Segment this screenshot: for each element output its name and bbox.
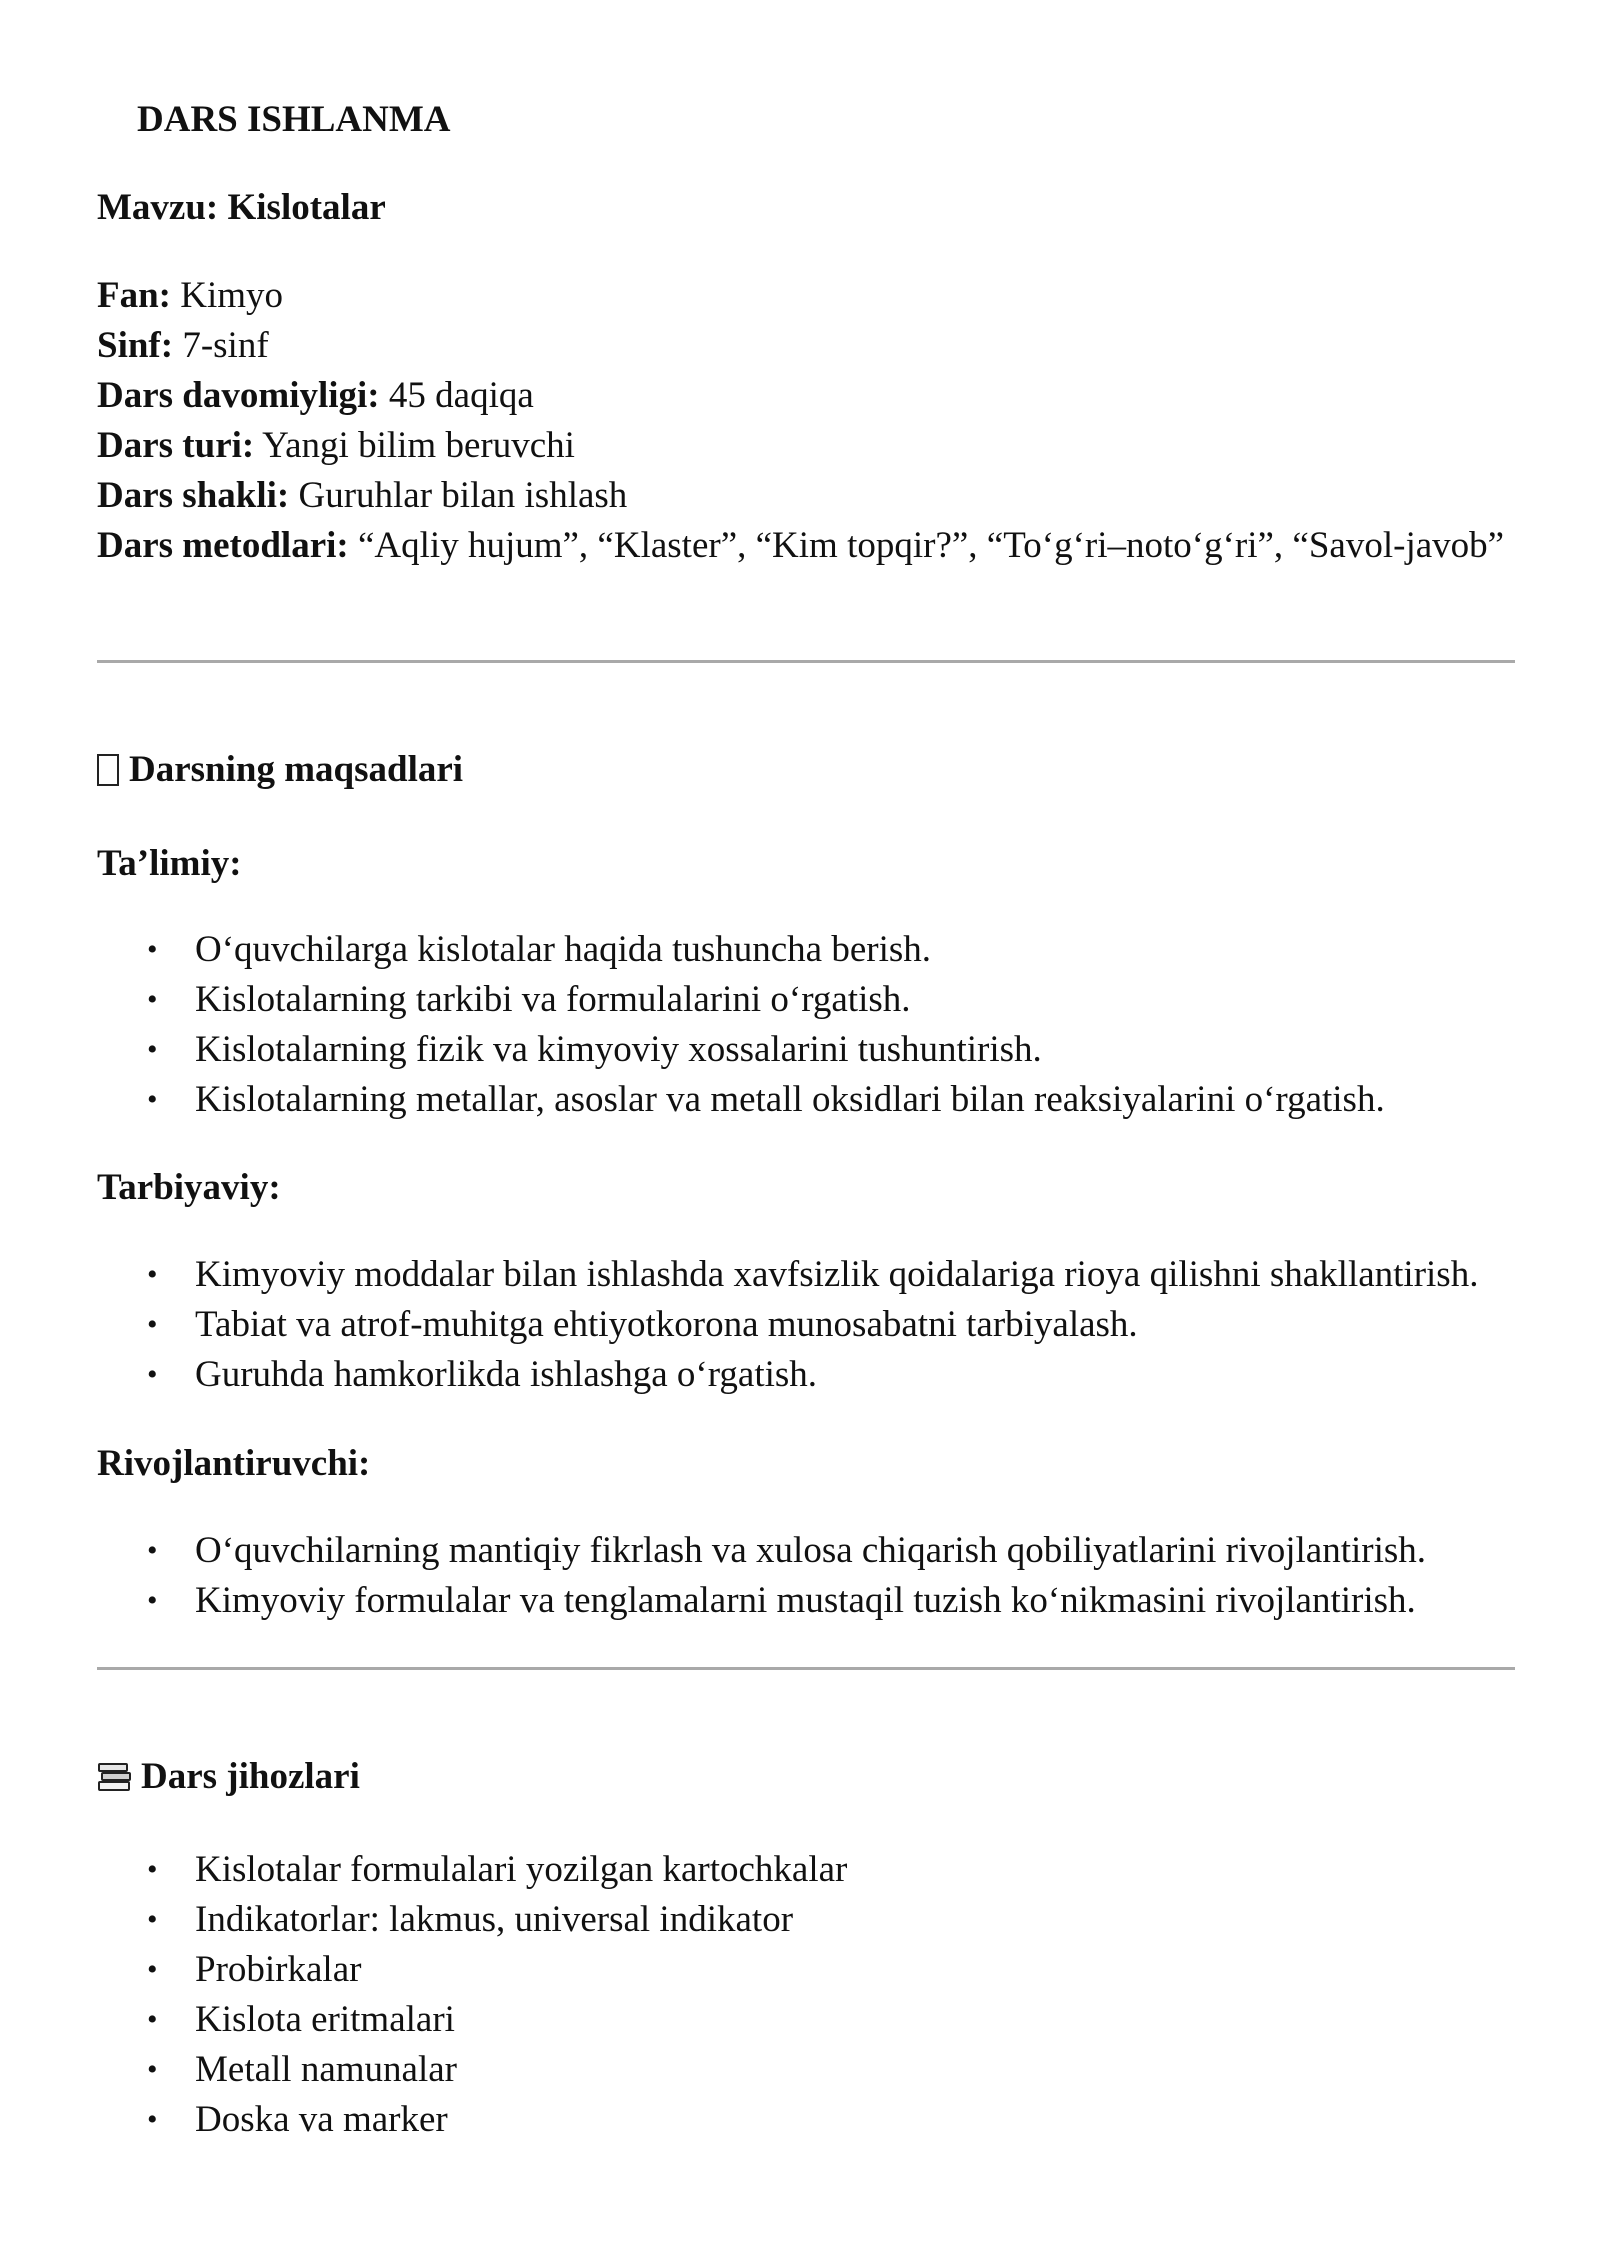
list-item (97, 2045, 1517, 2095)
bullet: • (147, 1853, 158, 1886)
list-item-text: Doska va marker (195, 2099, 448, 2140)
bullet: • (147, 1258, 158, 1291)
bullet: • (147, 1083, 158, 1116)
list-item (97, 1945, 1517, 1995)
topic-value: Kislotalar (227, 187, 386, 228)
meta-label: Fan: (97, 275, 171, 316)
meta-value: “Aqliy hujum”, “Klaster”, “Kim topqir?”, “To‘g‘ri–noto‘g‘ri”, “Savol-javob” (358, 525, 1505, 566)
divider (97, 1667, 1515, 1670)
bullet: • (147, 1308, 158, 1341)
list-item-text: Indikatorlar: lakmus, universal indikator (195, 1899, 794, 1940)
topic-line (97, 184, 386, 232)
bullet: • (147, 983, 158, 1016)
list-item-text: O‘quvchilarning mantiqiy fikrlash va xulosa chiqarish qobiliyatlarini rivojlantirish. (195, 1530, 1427, 1571)
bullet: • (147, 1584, 158, 1617)
meta-label: Dars shakli: (97, 475, 290, 516)
meta-label: Sinf: (97, 325, 174, 366)
bullet: • (147, 2053, 158, 2086)
list-item-text: Guruhda hamkorlikda ishlashga o‘rgatish. (195, 1354, 818, 1395)
list-item (97, 1025, 1517, 1075)
meta-row-duration (97, 371, 1517, 421)
meta-value: 7-sinf (182, 325, 269, 366)
equipment-heading (97, 1753, 360, 1801)
goals-heading (97, 746, 463, 794)
bullet: • (147, 1953, 158, 1986)
list-item-text: Kislota eritmalari (195, 1999, 455, 2040)
list-item-text: Probirkalar (195, 1949, 362, 1990)
meta-row-grade (97, 321, 1517, 371)
list-item-text: O‘quvchilarga kislotalar haqida tushuncha berish. (195, 929, 932, 970)
list-item-text: Kimyoviy formulalar va tenglamalarni mustaqil tuzish ko‘nikmasini rivojlantirish. (195, 1580, 1416, 1621)
meta-label: Dars metodlari: (97, 525, 349, 566)
list-item (97, 1526, 1517, 1576)
meta-value: Yangi bilim beruvchi (262, 425, 575, 466)
meta-label: Dars davomiyligi: (97, 375, 380, 416)
list-item (97, 1075, 1517, 1125)
upbringing-heading: Tarbiyaviy: (97, 1167, 281, 1208)
bullet: • (147, 933, 158, 966)
list-item-text: Kislotalarning tarkibi va formulalarini o‘rgatish. (195, 979, 911, 1020)
document-title: DARS ISHLANMA (137, 99, 451, 140)
list-item (97, 1576, 1517, 1626)
meta-label: Dars turi: (97, 425, 255, 466)
meta-row-type (97, 421, 1517, 471)
list-item-text: Kislotalarning metallar, asoslar va metall oksidlari bilan reaksiyalarini o‘rgatish. (195, 1079, 1385, 1120)
meta-value: Kimyo (180, 275, 284, 316)
bullet: • (147, 2103, 158, 2136)
meta-value: Guruhlar bilan ishlash (298, 475, 628, 516)
lesson-meta (97, 271, 1517, 571)
equipment-list (97, 1845, 1517, 2145)
missing-glyph-icon (97, 754, 119, 786)
list-item (97, 1995, 1517, 2045)
bullet: • (147, 2003, 158, 2036)
bullet: • (147, 1903, 158, 1936)
educational-heading: Ta’limiy: (97, 843, 242, 884)
meta-value: 45 daqiqa (388, 375, 534, 416)
list-item-text: Metall namunalar (195, 2049, 457, 2090)
bullet: • (147, 1534, 158, 1567)
equipment-heading-text: Dars jihozlari (141, 1756, 360, 1797)
list-item (97, 925, 1517, 975)
bullet: • (147, 1358, 158, 1391)
list-item-text: Kislotalar formulalari yozilgan kartochkalar (195, 1849, 848, 1890)
list-item (97, 1845, 1517, 1895)
books-icon (97, 1757, 133, 1787)
list-item (97, 1350, 1517, 1400)
bullet: • (147, 1033, 158, 1066)
list-item (97, 2095, 1517, 2145)
list-item-text: Kislotalarning fizik va kimyoviy xossalarini tushuntirish. (195, 1029, 1042, 1070)
goals-heading-text: Darsning maqsadlari (129, 749, 464, 790)
list-item (97, 1300, 1517, 1350)
meta-row-methods (97, 521, 1517, 571)
developmental-list (97, 1526, 1517, 1626)
meta-row-subject (97, 271, 1517, 321)
list-item-text: Tabiat va atrof-muhitga ehtiyotkorona munosabatni tarbiyalash. (195, 1304, 1138, 1345)
list-item (97, 1250, 1517, 1300)
topic-label: Mavzu: (97, 187, 219, 228)
list-item (97, 1895, 1517, 1945)
educational-list (97, 925, 1517, 1125)
developmental-heading: Rivojlantiruvchi: (97, 1443, 371, 1484)
list-item (97, 975, 1517, 1025)
list-item-text: Kimyoviy moddalar bilan ishlashda xavfsizlik qoidalariga rioya qilishni shakllantirish. (195, 1254, 1479, 1295)
upbringing-list (97, 1250, 1517, 1400)
divider (97, 660, 1515, 663)
meta-row-form (97, 471, 1517, 521)
